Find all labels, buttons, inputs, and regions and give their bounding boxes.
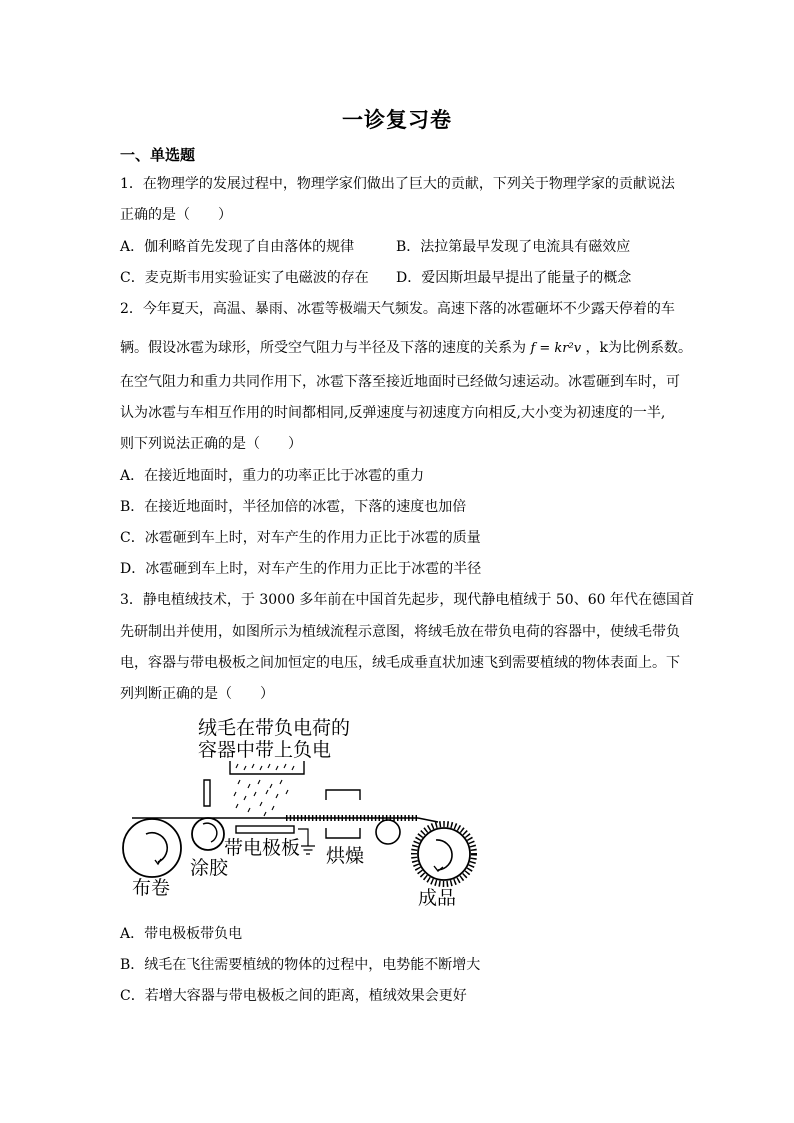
q3-option-a: A．带电极板带负电 xyxy=(120,926,243,942)
q1-stem-line2: 正确的是（ ） xyxy=(120,207,232,223)
q2-stem-line5: 则下列说法正确的是（ ） xyxy=(120,436,302,452)
q2-stem-line2-post: ，k为比例系数。 xyxy=(585,340,693,356)
page-title: 一诊复习卷 xyxy=(342,107,452,132)
q2-stem-line1: 2．今年夏天，高温、暴雨、冰雹等极端天气频发。高速下落的冰雹砸坏不少露天停着的车 xyxy=(120,301,675,317)
flocking-process-diagram xyxy=(118,714,478,910)
section-heading: 一、单选题 xyxy=(120,146,196,164)
dryer-bottom xyxy=(326,828,360,838)
diagram-caption-line2: 容器中带上负电 xyxy=(198,739,332,761)
label-dryer: 烘燥 xyxy=(326,845,365,867)
q3-stem-line3: 电，容器与带电极板之间加恒定的电压，绒毛成垂直状加速飞到需要植绒的物体表面上。下 xyxy=(120,655,680,671)
q3-option-b: B．绒毛在飞往需要植绒的物体的过程中，电势能不断增大 xyxy=(120,957,481,973)
q3-stem-line2: 先研制出并使用，如图所示为植绒流程示意图，将绒毛放在带负电荷的容器中，使绒毛带负 xyxy=(120,624,680,640)
label-glue: 涂胶 xyxy=(190,857,229,879)
q3-option-c: C．若增大容器与带电极板之间的距离，植绒效果会更好 xyxy=(120,988,467,1004)
q2-stem-line3: 在空气阻力和重力共同作用下，冰雹下落至接近地面时已经做匀速运动。冰雹砸到车时，可 xyxy=(120,374,680,390)
q2-stem-line2 xyxy=(120,338,692,359)
q1-option-a: A．伽利略首先发现了自由落体的规律 xyxy=(120,239,355,255)
q1-option-b: B．法拉第最早发现了电流具有磁效应 xyxy=(396,239,631,255)
q3-stem-line1: 3．静电植绒技术，于 3000 多年前在中国首先起步，现代静电植绒于 50、60 年代在德国首 xyxy=(120,592,694,608)
q1-stem-line1: 1．在物理学的发展过程中，物理学家们做出了巨大的贡献，下列关于物理学家的贡献说法 xyxy=(120,176,675,192)
flock-particles xyxy=(234,764,294,816)
q2-stem-line2-pre: 辆。假设冰雹为球形，所受空气阻力与半径及下落的速度的关系为 xyxy=(120,340,526,356)
idler-roller xyxy=(376,820,400,844)
diagram-caption-line1: 绒毛在带负电荷的 xyxy=(198,717,351,739)
q1-option-c: C．麦克斯韦用实验证实了电磁波的存在 xyxy=(120,270,369,286)
drag-formula: f = kr²v xyxy=(530,341,582,356)
q1-option-d: D．爱因斯坦最早提出了能量子的概念 xyxy=(396,270,632,286)
fabric-roll xyxy=(123,819,181,877)
q2-option-b: B．在接近地面时，半径加倍的冰雹，下落的速度也加倍 xyxy=(120,499,467,515)
q2-option-a: A．在接近地面时，重力的功率正比于冰雹的重力 xyxy=(120,468,425,484)
label-charged-plate: 带电极板 xyxy=(224,837,301,859)
dryer-top xyxy=(326,790,360,800)
label-fabric-roll: 布卷 xyxy=(132,877,171,899)
q3-stem-line4: 列判断正确的是（ ） xyxy=(120,686,274,702)
ground-symbol xyxy=(301,846,315,854)
glue-knife xyxy=(204,780,210,806)
charged-plate xyxy=(236,826,294,833)
product-roll xyxy=(418,828,470,880)
label-product: 成品 xyxy=(418,887,457,909)
q2-stem-line4: 认为冰雹与车相互作用的时间都相同,反弹速度与初速度方向相反,大小变为初速度的一半, xyxy=(120,405,666,421)
q2-option-c: C．冰雹砸到车上时，对车产生的作用力正比于冰雹的质量 xyxy=(120,530,481,546)
q2-option-d: D．冰雹砸到车上时，对车产生的作用力正比于冰雹的半径 xyxy=(120,561,482,577)
